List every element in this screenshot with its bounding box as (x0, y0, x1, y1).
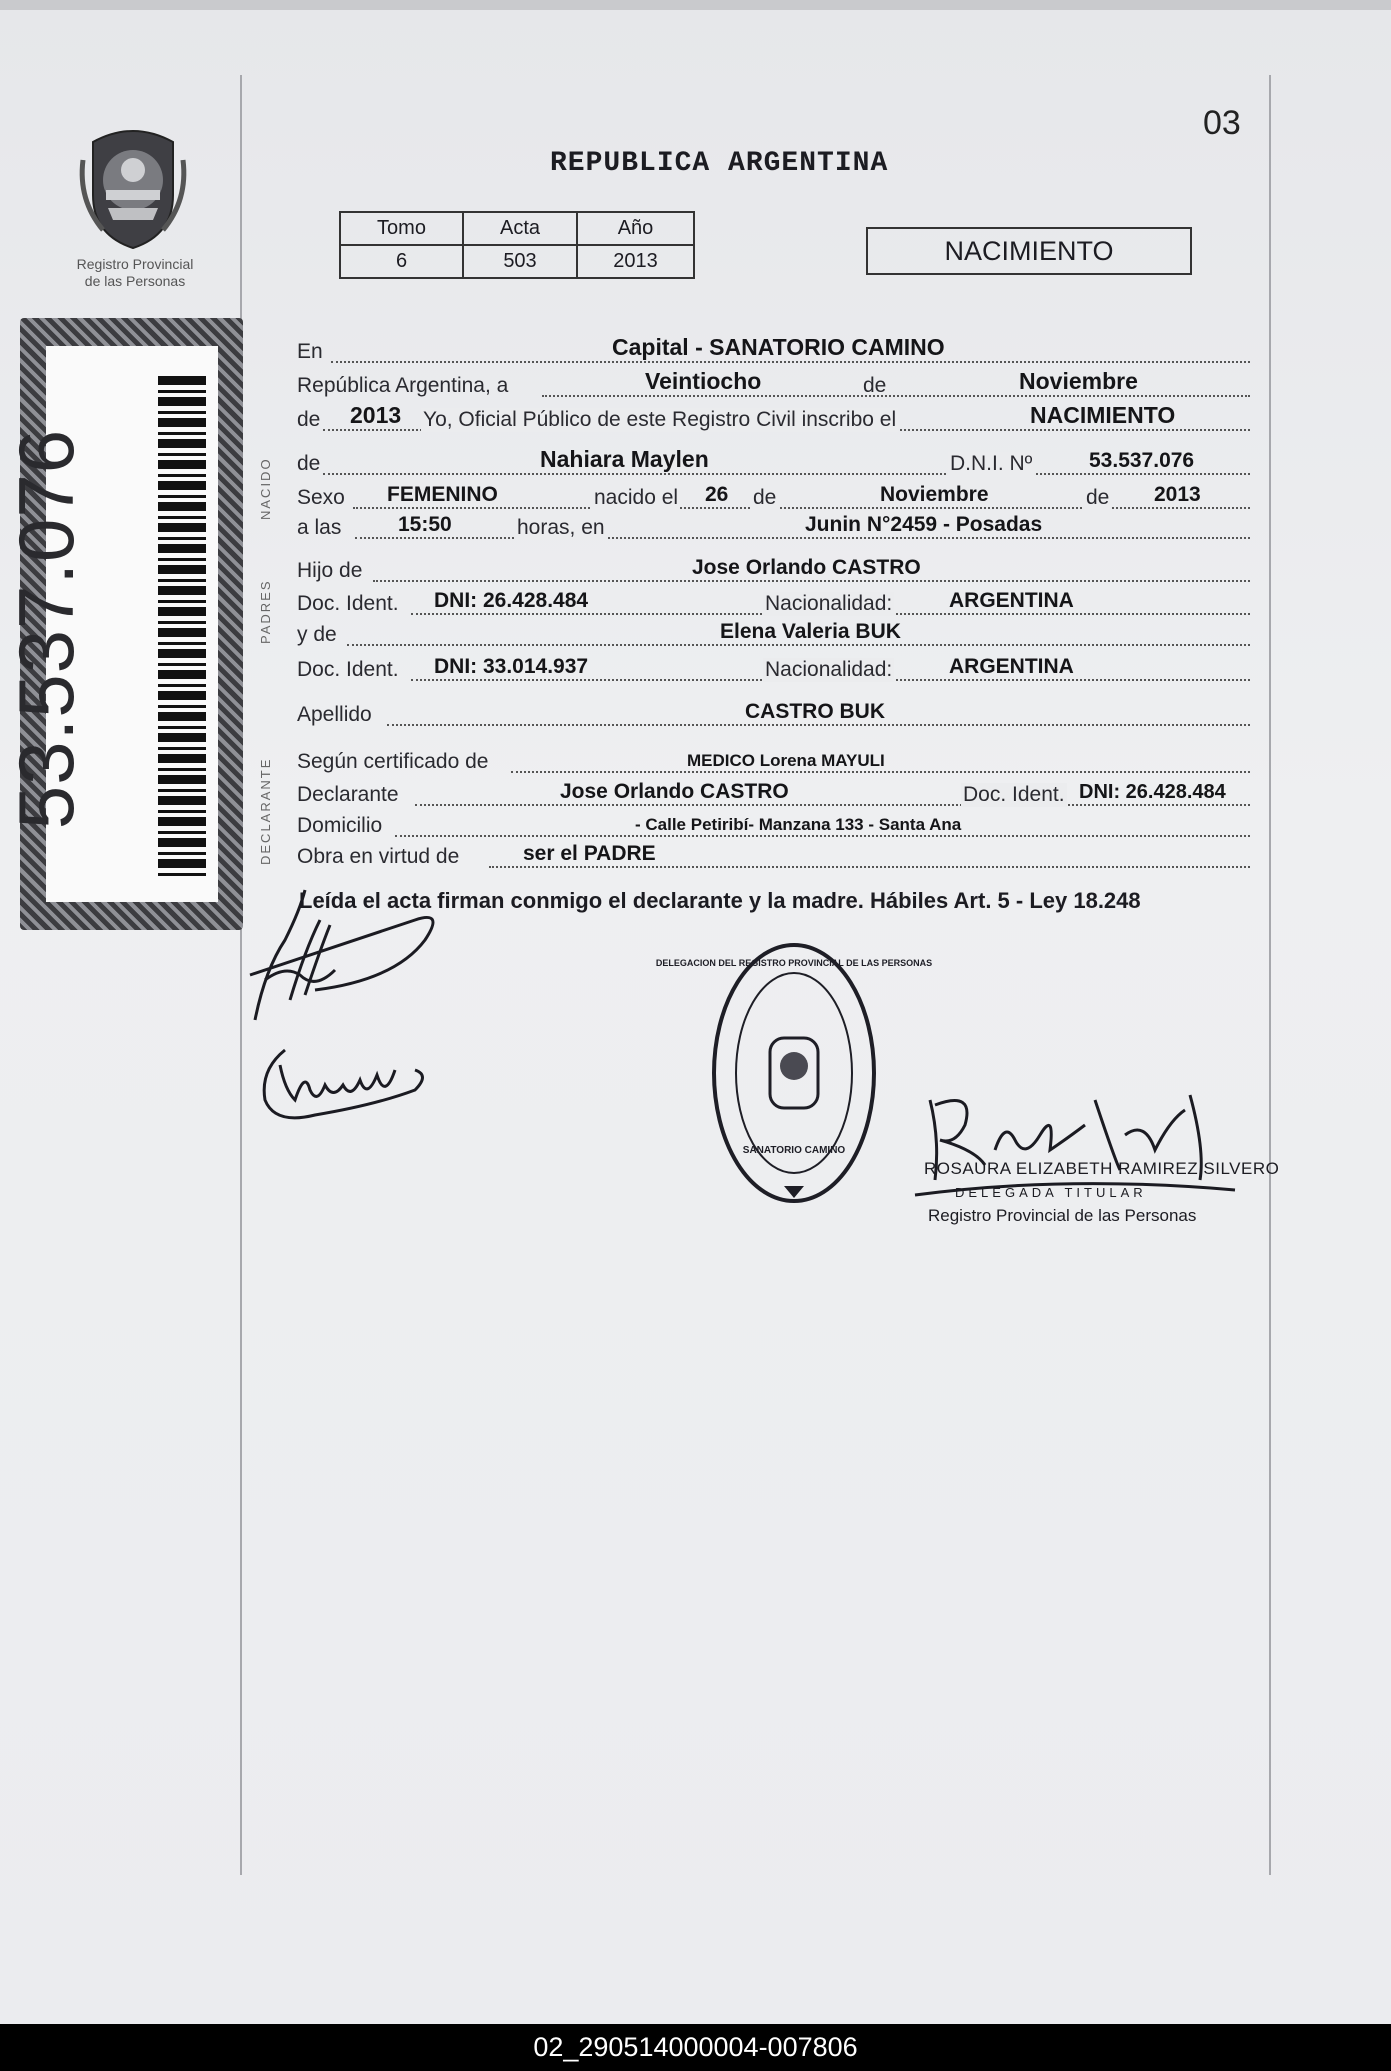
value-month: Noviembre (1019, 368, 1138, 394)
file-code-footer (0, 2024, 1391, 2071)
value-year: 2013 (350, 402, 402, 428)
dotted-leader (395, 835, 1250, 837)
legal-statement: Leída el acta firman conmigo el declarante y la madre. Hábiles Art. 5 - Ley 18.248 (299, 888, 1141, 913)
value-day-words: Veintiocho (645, 368, 762, 394)
label-de: de (297, 452, 321, 475)
value-sexo: FEMENINO (387, 483, 498, 506)
dotted-leader (511, 771, 1250, 773)
form-line-sexo (297, 480, 1250, 513)
record-table-header-acta: Acta (463, 212, 577, 245)
stamp-outer-text: DELEGACION DEL REGISTRO PROVINCIAL DE LAS PERSONAS (655, 958, 933, 968)
form-line-declarante (297, 777, 1250, 810)
label-doc-ident: Doc. Ident. (297, 592, 399, 615)
label-obra-en-virtud: Obra en virtud de (297, 845, 460, 868)
record-table-acta: 503 (463, 245, 577, 278)
dotted-leader (355, 537, 1250, 539)
dotted-leader (373, 580, 1250, 582)
form-line-madre (297, 617, 1250, 650)
right-margin-line (1269, 75, 1271, 1875)
province-crest-icon (78, 120, 188, 250)
label-de: de (753, 486, 777, 509)
record-table-tomo: 6 (340, 245, 463, 278)
dotted-leader (489, 866, 1250, 868)
stamp-inner-text: SANATORIO CAMINO (742, 1145, 846, 1156)
dotted-leader (347, 644, 1250, 646)
value-father-nationality: ARGENTINA (949, 589, 1074, 612)
form-line-hora (297, 510, 1250, 543)
value-certificate: MEDICO Lorena MAYULI (687, 751, 885, 770)
declarant-signature-icon (245, 880, 445, 1030)
official-stamp-icon (655, 938, 933, 1208)
label-apellido: Apellido (297, 703, 372, 726)
form-line-certificado (297, 744, 1250, 777)
form-line-en (297, 334, 1250, 367)
page-number: 03 (1203, 104, 1241, 142)
dotted-leader (331, 361, 1250, 363)
label-de: de (1086, 486, 1110, 509)
label-doc-ident: Doc. Ident. (297, 658, 399, 681)
id-barcode-panel (2, 346, 218, 902)
file-code: 02_290514000004-007806 (533, 2032, 858, 2062)
record-table-anio: 2013 (577, 245, 694, 278)
value-father-name: Jose Orlando CASTRO (692, 556, 921, 579)
value-capacity: ser el PADRE (523, 842, 656, 865)
label-nacido-el: nacido el (594, 486, 679, 509)
value-address: - Calle Petiribí- Manzana 133 - Santa Ana (635, 815, 962, 834)
label-y-de: y de (297, 623, 337, 646)
label-hijo-de: Hijo de (297, 559, 363, 582)
id-barcode-block (2, 318, 243, 930)
registry-label (50, 256, 220, 290)
value-birth-day: 26 (705, 483, 729, 506)
record-type-box: NACIMIENTO (866, 227, 1192, 275)
form-line-obra (297, 839, 1250, 872)
official-name: ROSAURA ELIZABETH RAMIREZ SILVERO (924, 1159, 1280, 1178)
value-mother-nationality: ARGENTINA (949, 655, 1074, 678)
dotted-leader (353, 507, 1250, 509)
registry-label-line1: Registro Provincial (76, 256, 194, 272)
mother-signature-icon (255, 1030, 435, 1130)
section-label-declarante: DECLARANTE (258, 757, 273, 865)
label-declarante: Declarante (297, 783, 399, 806)
value-birth-time: 15:50 (398, 513, 452, 536)
value-birth-month: Noviembre (880, 483, 989, 506)
value-mother-dni: DNI: 33.014.937 (434, 655, 589, 678)
label-doc-ident: Doc. Ident. (963, 783, 1065, 806)
document-title: REPUBLICA ARGENTINA (550, 148, 889, 179)
record-table-header-anio: Año (577, 212, 694, 245)
value-child-dni: 53.537.076 (1089, 449, 1195, 472)
record-table (339, 211, 695, 279)
dotted-leader (323, 473, 1250, 475)
label-nacionalidad: Nacionalidad: (765, 658, 893, 681)
registrar-statement: Yo, Oficial Público de este Registro Civil inscribo el (423, 408, 897, 431)
value-child-name: Nahiara Maylen (540, 446, 709, 472)
value-mother-name: Elena Valeria BUK (720, 620, 901, 643)
label-sexo: Sexo (297, 486, 345, 509)
label-a-las: a las (297, 516, 342, 539)
label-domicilio: Domicilio (297, 814, 383, 837)
value-birth-year: 2013 (1154, 483, 1201, 506)
form-line-domicilio (297, 808, 1250, 841)
dotted-leader (387, 724, 1250, 726)
value-declarant-dni: DNI: 26.428.484 (1079, 781, 1226, 803)
vertical-id-number: 53.537.076 (2, 428, 90, 830)
label-dni: D.N.I. Nº (950, 452, 1033, 475)
value-surname: CASTRO BUK (745, 700, 885, 723)
label-horas-en: horas, en (517, 516, 605, 539)
form-line-name (297, 446, 1250, 479)
barcode-icon (158, 376, 206, 876)
form-line-hijo (297, 553, 1250, 586)
form-line-doc-mother (297, 652, 1250, 685)
label-de: de (863, 374, 887, 397)
value-place: Capital - SANATORIO CAMINO (612, 334, 945, 360)
label-de: de (297, 408, 321, 431)
form-line-republica (297, 368, 1250, 401)
dotted-leader (415, 804, 1250, 806)
value-act-type: NACIMIENTO (1030, 402, 1176, 428)
label-nacionalidad: Nacionalidad: (765, 592, 893, 615)
section-label-padres: PADRES (258, 579, 273, 644)
form-line-doc-father (297, 586, 1250, 619)
value-birth-place: Junin N°2459 - Posadas (805, 513, 1043, 536)
label-en: En (297, 340, 323, 363)
label-segun-certificado: Según certificado de (297, 750, 489, 773)
label-republica: República Argentina, a (297, 374, 509, 397)
dotted-leader (542, 395, 1250, 397)
section-label-nacido: NACIDO (258, 457, 273, 520)
official-office: Registro Provincial de las Personas (928, 1206, 1197, 1225)
value-declarant-name: Jose Orlando CASTRO (560, 780, 789, 803)
scan-edge (0, 0, 1391, 10)
registry-label-line2: de las Personas (84, 273, 186, 289)
official-role: DELEGADA TITULAR (955, 1185, 1147, 1200)
record-table-header-tomo: Tomo (340, 212, 463, 245)
form-line-apellido (297, 697, 1250, 730)
value-father-dni: DNI: 26.428.484 (434, 589, 589, 612)
form-line-year (297, 402, 1250, 435)
